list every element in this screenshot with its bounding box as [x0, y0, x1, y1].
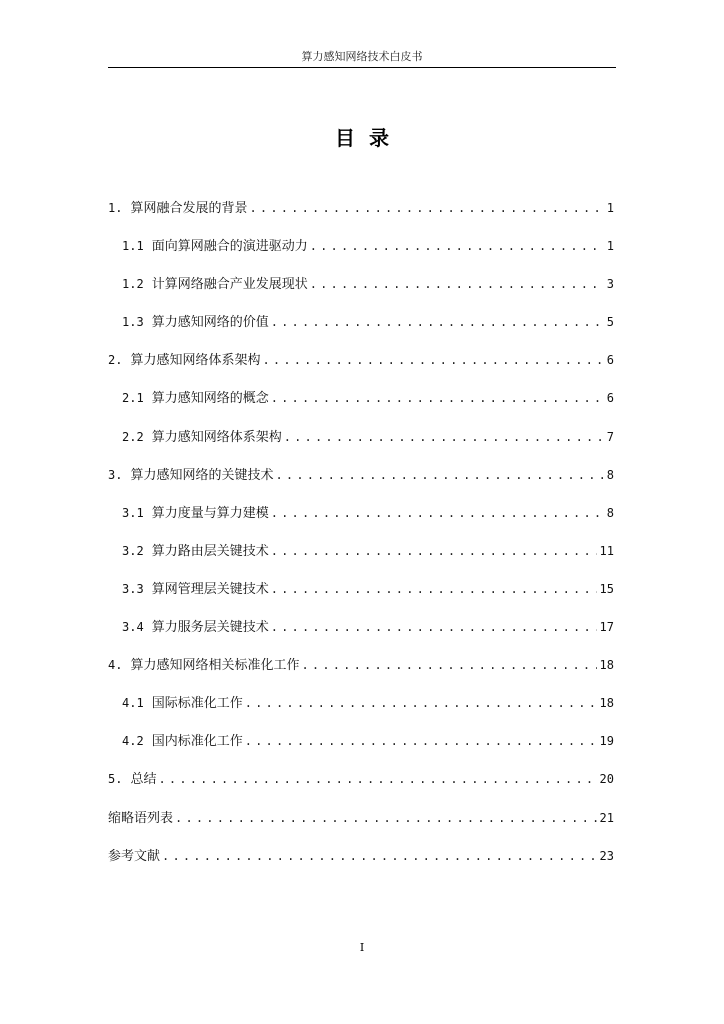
toc-entry-number: 4.1: [122, 696, 144, 711]
toc-entry[interactable]: [108, 425, 614, 463]
toc-entry-page: 21: [599, 810, 614, 825]
toc-entry-title: 算力感知网络的价值: [151, 315, 269, 331]
toc-dot-leader: [245, 691, 597, 715]
toc-entry-title: 算力感知网络体系架构: [130, 353, 261, 369]
toc-entry-page: 11: [599, 543, 614, 558]
toc-dot-leader: [271, 501, 604, 525]
toc-entry-number: 2.2: [122, 429, 144, 444]
toc-entry-title: 缩略语列表: [108, 810, 174, 826]
toc-dot-leader: [245, 729, 597, 753]
toc-dot-leader: [301, 653, 596, 677]
toc-dot-leader: [284, 425, 604, 449]
toc-entry-title: 参考文献: [108, 848, 161, 864]
toc-entry-number: 4.2: [122, 734, 144, 749]
toc-entry-title: 算力感知网络的概念: [151, 391, 269, 407]
toc-entry-title: 算力感知网络体系架构: [151, 429, 282, 445]
toc-entry[interactable]: [108, 577, 614, 615]
toc-dot-leader: [162, 844, 597, 868]
toc-entry-page: 5: [606, 315, 614, 330]
toc-entry-number: 3.3: [122, 581, 144, 596]
toc-entry[interactable]: [108, 310, 614, 348]
toc-entry-title: 面向算网融合的演进驱动力: [151, 239, 308, 255]
toc-entry[interactable]: [108, 196, 614, 234]
toc-entry-title: 算网融合发展的背景: [130, 201, 248, 216]
toc-entry[interactable]: [108, 806, 614, 844]
toc-title: 目录: [335, 126, 403, 150]
toc-entry-page: 19: [599, 734, 614, 749]
toc-entry[interactable]: [108, 386, 614, 424]
toc-dot-leader: [271, 539, 597, 563]
toc-entry-number: 4.: [108, 658, 123, 673]
toc-dot-leader: [262, 348, 603, 372]
toc-entry[interactable]: [108, 653, 614, 691]
toc-entry-number: 5.: [108, 772, 123, 787]
toc-entry-page: 18: [599, 696, 614, 711]
toc-entry[interactable]: [108, 615, 614, 653]
toc-entry-number: 1.1: [122, 239, 144, 254]
toc-dot-leader: [275, 463, 603, 487]
toc-entry-number: 2.1: [122, 391, 144, 406]
toc-dot-leader: [310, 234, 604, 258]
toc-dot-leader: [271, 577, 597, 601]
toc-dot-leader: [158, 767, 596, 791]
toc-entry-title: 算力服务层关键技术: [151, 620, 269, 636]
toc-entry-page: 8: [606, 505, 614, 520]
toc-entry-page: 20: [599, 772, 614, 787]
toc-entry-title: 算力度量与算力建模: [151, 505, 269, 521]
toc-entry-page: 7: [606, 429, 614, 444]
toc-entry-title: 计算网络融合产业发展现状: [151, 277, 308, 293]
toc-entry-page: 6: [606, 391, 614, 406]
toc-entry-page: 6: [606, 353, 614, 368]
page-number: I: [359, 941, 365, 954]
toc-entry-page: 8: [606, 467, 614, 482]
table-of-contents: [108, 196, 614, 882]
toc-entry-number: 1.: [108, 201, 123, 215]
toc-entry-title: 算力路由层关键技术: [151, 543, 269, 559]
toc-entry-title: 算力感知网络的关键技术: [130, 467, 274, 483]
toc-entry-number: 3.4: [122, 620, 144, 635]
toc-entry[interactable]: [108, 234, 614, 272]
toc-entry-page: 1: [606, 239, 614, 254]
toc-entry-page: 23: [599, 848, 614, 863]
toc-entry-title: 算力感知网络相关标准化工作: [130, 658, 300, 674]
toc-entry[interactable]: [108, 463, 614, 501]
toc-entry-title: 国内标准化工作: [151, 734, 243, 750]
running-header: 算力感知网络技术白皮书: [301, 50, 423, 63]
toc-entry[interactable]: [108, 844, 614, 882]
toc-entry-number: 1.3: [122, 315, 144, 330]
toc-entry-page: 3: [606, 277, 614, 292]
toc-dot-leader: [271, 310, 604, 334]
toc-entry[interactable]: [108, 501, 614, 539]
toc-dot-leader: [271, 386, 604, 410]
toc-entry-page: 17: [599, 620, 614, 635]
toc-entry-title: 算网管理层关键技术: [151, 581, 269, 597]
header-rule: [108, 67, 616, 68]
toc-dot-leader: [271, 615, 597, 639]
toc-entry-number: 3.2: [122, 543, 144, 558]
toc-dot-leader: [310, 272, 604, 296]
toc-entry[interactable]: [108, 767, 614, 805]
toc-entry-number: 3.1: [122, 505, 144, 520]
toc-entry[interactable]: [108, 729, 614, 767]
toc-entry-number: 3.: [108, 467, 123, 482]
toc-entry[interactable]: [108, 272, 614, 310]
toc-entry-number: 2.: [108, 353, 123, 368]
toc-entry-page: 18: [599, 658, 614, 673]
toc-entry-title: 总结: [130, 772, 157, 788]
toc-entry[interactable]: [108, 691, 614, 729]
toc-dot-leader: [249, 196, 603, 220]
toc-dot-leader: [175, 806, 597, 830]
toc-entry-page: 1: [606, 201, 614, 215]
toc-entry[interactable]: [108, 348, 614, 386]
toc-entry-title: 国际标准化工作: [151, 696, 243, 712]
toc-entry-number: 1.2: [122, 277, 144, 292]
toc-entry-page: 15: [599, 581, 614, 596]
toc-entry[interactable]: [108, 539, 614, 577]
